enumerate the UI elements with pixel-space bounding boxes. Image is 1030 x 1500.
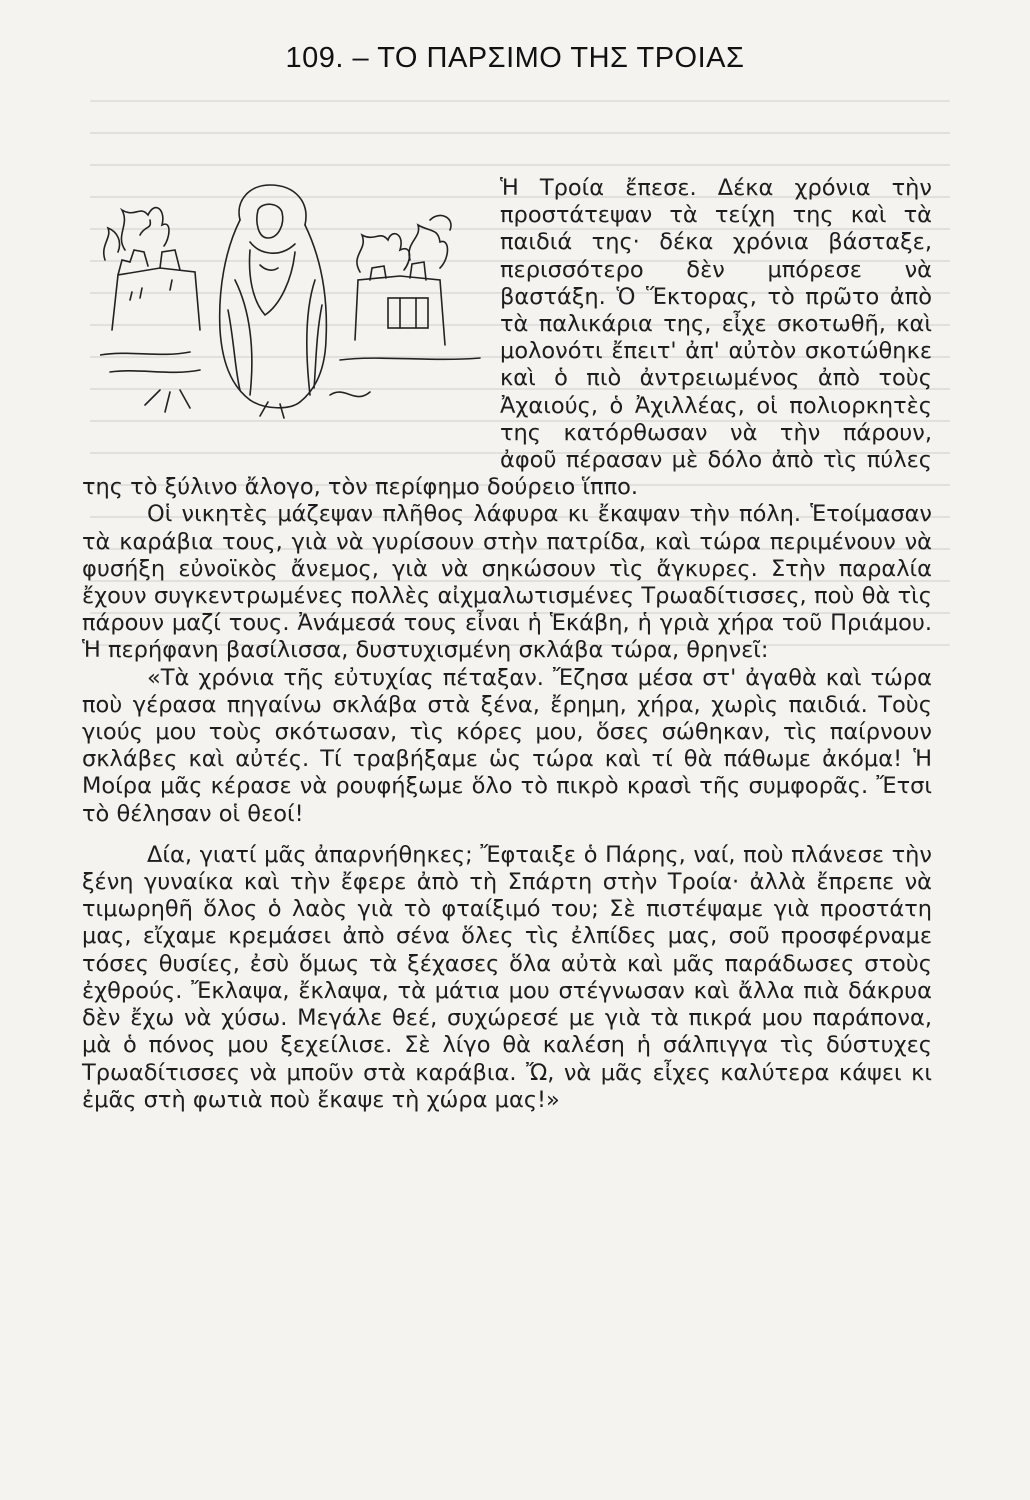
chapter-title: 109. – ΤΟ ΠΑΡΣΙΜΟ ΤΗΣ ΤΡΟΙΑΣ (285, 42, 745, 74)
paragraph-1: Ἡ Τροία ἔπεσε. Δέκα χρόνια τὴν προστάτεψαν τὰ τείχη της καὶ τὰ παιδιά της· δέκα χρόνια βάσταξε, περισσότερο δὲν μπόρεσε νὰ βαστάξη. Ὁ Ἕκτορας, τὸ πρῶτο ἀπὸ τὰ παλικάρια της, εἶχε σκοτωθῆ, καὶ μολονότι ἔπειτ' ἀπ' αὐτὸν σκοτώθηκε καὶ ὁ πιὸ ἀντρειωμένος ἀπὸ τοὺς Ἀχαιούς, ὁ Ἀχιλλέας, οἱ πολιορκητὲς της κατόρθωσαν νὰ τὴν πάρουν, ἀφοῦ πέρασαν μὲ δόλο ἀπὸ τὶς πύλες της τὸ ξύλινο ἄλογο, τὸν περίφημο δούρειο ἵππο. (82, 175, 932, 501)
paragraph-4: Δία, γιατί μᾶς ἀπαρνήθηκες; Ἔφταιξε ὁ Πάρης, ναί, ποὺ πλάνεσε τὴν ξένη γυναίκα καὶ τὴν ἔφερε ἀπὸ τὴ Σπάρτη στὴν Τροία· ἀλλὰ ἔπρεπε νὰ τιμωρηθῆ ὅλος ὁ λαὸς γιὰ τὸ φταίξιμό του; Σὲ πιστέψαμε γιὰ προστάτη μας, εἴχαμε κρεμάσει ἀπὸ σένα ὅλες τὶς ἐλπίδες μας, σοῦ προσφέρναμε τόσες θυσίες, ἐσὺ ὅμως τὰ ξέχασες ὅλα αὐτὰ καὶ μᾶς παράδωσες στοὺς ἐχθρούς. Ἔκλαψα, ἔκλαψα, τὰ μάτια μου στέγνωσαν καὶ ἄλλα πιὰ δάκρυα δὲν ἔχω νὰ χύσω. Μεγάλε θεέ, συχώρεσέ με γιὰ τὰ πικρά μου παράπονα, μὰ ὁ πόνος μου ξεχείλισε. Σὲ λίγο θὰ καλέση ἡ σάλπιγγα τὶς δύστυχες Τρωαδίτισσες νὰ μποῦν στὰ καράβια. Ὤ, νὰ μᾶς εἶχες καλύτερα κάψει κι ἐμᾶς στὴ φωτιὰ ποὺ ἔκαψε τὴ χώρα μας!» (82, 841, 932, 1113)
paragraph-2: Οἱ νικητὲς μάζεψαν πλῆθος λάφυρα κι ἔκαψαν τὴν πόλη. Ἑτοίμασαν τὰ καράβια τους, γιὰ νὰ γυρίσουν στὴν πατρίδα, καὶ τώρα περιμένουν νὰ φυσήξη εὐνοϊκὸς ἄνεμος, γιὰ νὰ σηκώσουν τὶς ἄγκυρες. Στὴν παραλία ἔχουν συγκεντρωμένες πολλὲς αἰχμαλωτισμένες Τρωαδίτισσες, ποὺ θὰ τὶς πάρουν μαζί τους. Ἀνάμεσά τους εἶναι ἡ Ἑκάβη, ἡ γριὰ χήρα τοῦ Πριάμου. Ἡ περήφανη βασίλισσα, δυστυχισμένη σκλάβα τώρα, θρηνεῖ: (82, 501, 932, 664)
chapter-text (82, 175, 932, 1114)
paragraph-3: «Τὰ χρόνια τῆς εὐτυχίας πέταξαν. Ἔζησα μέσα στ' ἀγαθὰ καὶ τώρα ποὺ γέρασα πηγαίνω σκλάβα στὰ ξένα, ἔρημη, χήρα, χωρὶς παιδιά. Τοὺς γιούς μου τοὺς σκότωσαν, τὶς κόρες μου, ὅσες σώθηκαν, τὶς παίρνουν σκλάβες καὶ αὐτές. Τί τραβήξαμε ὡς τώρα καὶ τί θὰ πάθωμε ἀκόμα! Ἡ Μοίρα μᾶς κέρασε νὰ ρουφήξωμε ὅλο τὸ πικρὸ κρασὶ τῆς συμφορᾶς. Ἔτσι τὸ θέλησαν οἱ θεοί! (82, 664, 932, 827)
illustration-space (82, 175, 500, 467)
